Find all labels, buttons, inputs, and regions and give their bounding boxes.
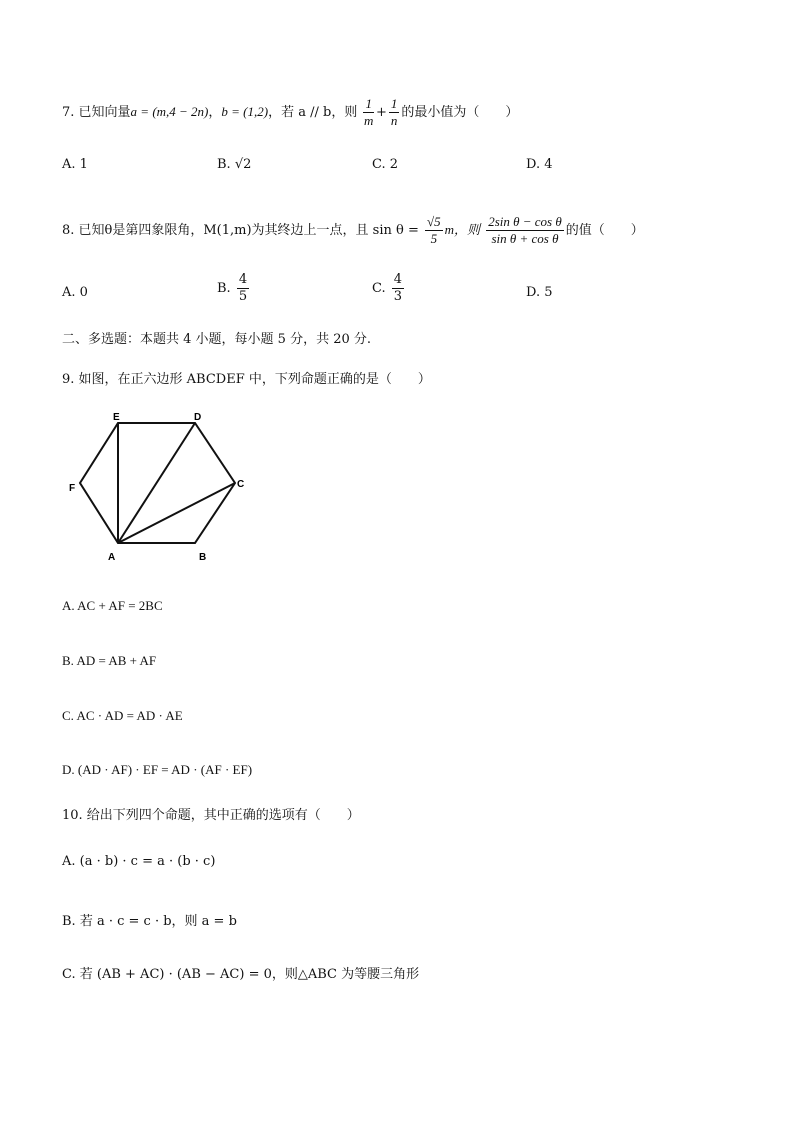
q7-fraction-2 xyxy=(389,96,400,129)
q8-stem xyxy=(62,214,644,247)
q8-fraction-sin xyxy=(425,214,443,247)
q8-frac2-num: 2sin θ − cos θ xyxy=(488,214,562,229)
q10-option-b[interactable]: B. 若 a · c = c · b，则 a = b xyxy=(62,914,237,929)
label-b: B xyxy=(199,552,207,563)
q8-option-c-label: C. xyxy=(372,281,386,296)
q8-option-b-label: B. xyxy=(217,281,231,296)
q8-option-a[interactable]: A. 0 xyxy=(62,285,88,300)
label-a: A xyxy=(108,552,116,563)
q8-stem-suffix: 的值（ ） xyxy=(565,223,644,238)
q7-option-c[interactable]: C. 2 xyxy=(372,157,399,172)
q7-condition: ，若 a // b，则 xyxy=(268,105,358,120)
q8-stem-mid: m，则 xyxy=(444,222,481,237)
segment-ac xyxy=(118,483,235,543)
q9-option-a[interactable]: A. AC + AF = 2BC xyxy=(62,598,163,613)
q10-stem: 10. 给出下列四个命题，其中正确的选项有（ ） xyxy=(62,808,360,823)
q7-stem-suffix: 的最小值为（ ） xyxy=(401,105,519,120)
q8-option-b-num: 4 xyxy=(238,272,248,287)
q8-option-b-den: 5 xyxy=(238,289,248,304)
q7-option-d[interactable]: D. 4 xyxy=(526,157,553,172)
q9-option-c[interactable]: C. AC · AD = AD · AE xyxy=(62,708,183,723)
q10-option-c[interactable]: C. 若 (AB + AC) · (AB − AC) = 0，则△ABC 为等腰三角形 xyxy=(62,967,420,982)
q7-frac2-num: 1 xyxy=(390,96,398,111)
q7-stem: 7. 已知向量a = (m,4 − 2n)，b = (1,2)，若 a // b，则 $\frac{1}{m}$ + $\frac{1}{n}$ 的最小值为（ ） xyxy=(62,96,519,128)
hexagon-outline xyxy=(80,423,235,543)
q9-stem: 9. 如图，在正六边形 ABCDEF 中，下列命题正确的是（ ） xyxy=(62,372,431,387)
q10-option-a[interactable]: A. (a · b) · c = a · (b · c) xyxy=(62,854,216,869)
q7-frac2-den: n xyxy=(390,113,398,128)
q8-option-b[interactable] xyxy=(217,272,251,305)
q7-stem-prefix: 7. 已知向量 xyxy=(62,105,131,120)
q7-option-a[interactable]: A. 1 xyxy=(62,157,88,172)
label-e: E xyxy=(113,412,120,423)
q8-option-c-den: 3 xyxy=(393,289,403,304)
q7-fraction-1 xyxy=(363,96,374,129)
q7-option-b[interactable]: B. √2 xyxy=(217,157,252,172)
segment-ad xyxy=(118,423,195,543)
q7-frac1-num: 1 xyxy=(365,96,372,111)
hexagon-lines xyxy=(80,423,235,543)
label-c: C xyxy=(237,479,245,490)
label-f: F xyxy=(69,483,76,494)
q8-frac2-den: sin θ + cos θ xyxy=(491,231,559,246)
q9-option-b[interactable]: B. AD = AB + AF xyxy=(62,653,157,668)
q7-vector-a: a = (m,4 − 2n) xyxy=(130,104,209,119)
q8-stem-prefix: 8. 已知θ是第四象限角，M(1,m)为其终边上一点，且 sin θ = xyxy=(62,223,419,238)
q8-option-c-fraction xyxy=(392,272,404,305)
q8-option-d[interactable]: D. 5 xyxy=(526,285,553,300)
q8-option-c[interactable] xyxy=(372,272,406,305)
q8-frac-num: √5 xyxy=(427,214,441,229)
q8-frac-den: 5 xyxy=(430,231,438,246)
q8-fraction-expr xyxy=(486,214,564,247)
q7-vector-b: b = (1,2) xyxy=(221,104,269,119)
section-2-heading: 二、多选题：本题共 4 小题，每小题 5 分，共 20 分. xyxy=(62,332,372,347)
label-d: D xyxy=(194,412,202,423)
q8-option-b-fraction xyxy=(237,272,249,305)
q9-option-d[interactable]: D. (AD · AF) · EF = AD · (AF · EF) xyxy=(62,762,253,777)
q8-option-c-num: 4 xyxy=(393,272,403,287)
q7-frac1-den: m xyxy=(364,113,374,128)
